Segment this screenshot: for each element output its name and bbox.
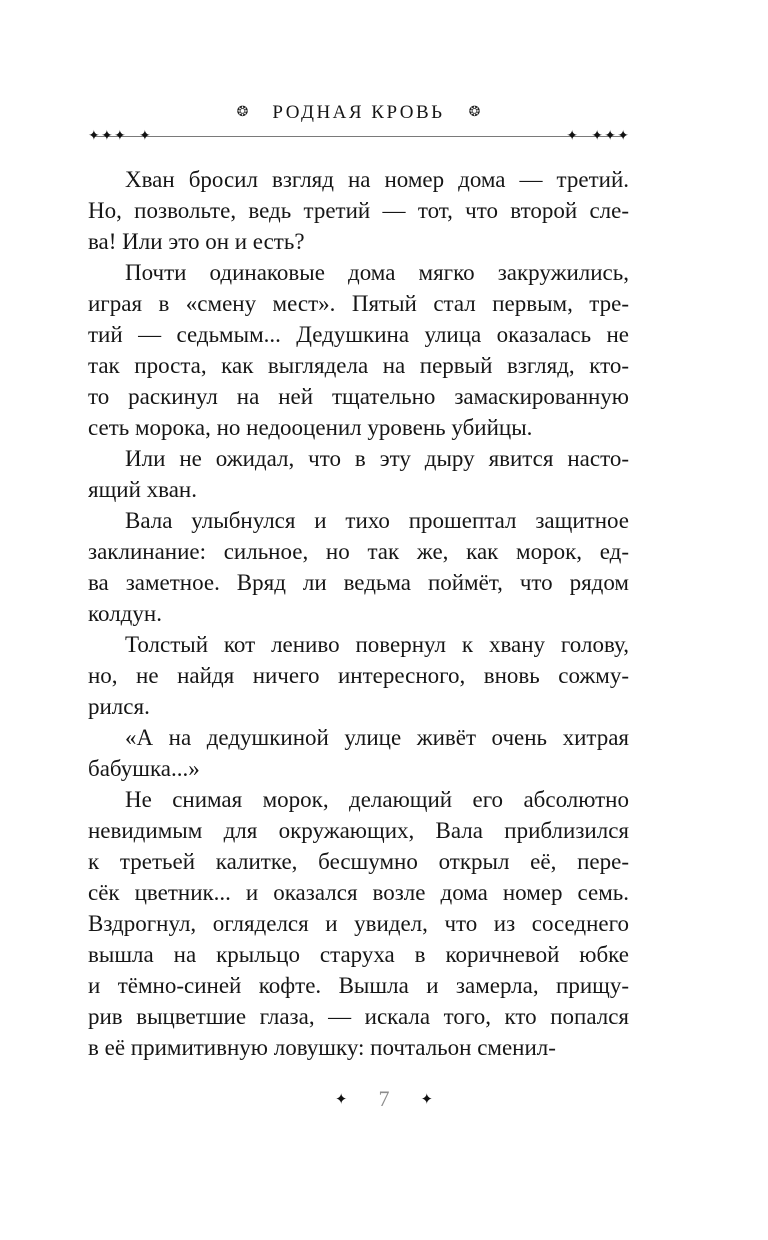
page-number: 7 — [378, 1086, 390, 1111]
header-rule — [88, 130, 629, 144]
diamond-ornament-icon: ✦ — [139, 128, 151, 144]
text-line: рив выцветшие глаза, — искала того, кто попался — [88, 1004, 629, 1029]
text-line: Вздрогнул, огляделся и увидел, что из соседнего — [88, 911, 629, 936]
text-line: в её примитивную ловушку: почтальон сменил- — [88, 1035, 556, 1060]
running-head-row — [88, 101, 629, 125]
running-head-title: РОДНАЯ КРОВЬ — [272, 102, 445, 123]
text-line: Почти одинаковые дома мягко закружились, — [125, 260, 629, 285]
text-line: к третьей калитке, бесшумно открыл её, пере- — [88, 849, 629, 874]
diamond-ornament-icon: ✦ — [88, 128, 100, 144]
text-line: бабушка...» — [88, 756, 200, 781]
text-line: рился. — [88, 694, 150, 719]
body-text — [88, 164, 629, 1063]
text-line: Не снимая морок, делающий его абсолютно — [125, 787, 629, 812]
paragraph — [88, 443, 629, 505]
diamond-ornament-icon: ✦ — [334, 1089, 348, 1108]
rule-line — [94, 136, 623, 137]
paragraph — [88, 257, 629, 443]
page-footer — [0, 1086, 768, 1112]
diamond-ornament-icon: ✦ — [591, 128, 603, 144]
text-line: сеть морока, но недооценил уровень убийцы. — [88, 415, 533, 440]
text-line: вышла на крыльцо старуха в коричневой юбке — [88, 942, 629, 967]
text-line: ва заметное. Вряд ли ведьма поймёт, что рядом — [88, 570, 629, 595]
text-line: так проста, как выглядела на первый взгляд, кто- — [88, 353, 629, 378]
sun-ornament-icon: ❂ — [468, 105, 481, 120]
diamond-ornament-icon: ✦ — [604, 128, 616, 144]
text-line: Вала улыбнулся и тихо прошептал защитное — [125, 508, 629, 533]
text-line: Толстый кот лениво повернул к хвану голову, — [125, 632, 629, 657]
diamond-ornament-icon: ✦ — [566, 128, 578, 144]
text-line: Хван бросил взгляд на номер дома — третий. — [125, 167, 629, 192]
text-line: заклинание: сильное, но так же, как морок, ед- — [88, 539, 629, 564]
sun-ornament-icon: ❂ — [236, 105, 249, 120]
diamond-ornament-icon: ✦ — [114, 128, 126, 144]
diamond-ornament-icon: ✦ — [420, 1089, 434, 1108]
text-line: сёк цветник... и оказался возле дома номер семь. — [88, 880, 629, 905]
text-line: то раскинул на ней тщательно замаскированную — [88, 384, 629, 409]
page-header — [88, 101, 629, 144]
text-line: ва! Или это он и есть? — [88, 229, 305, 254]
text-line: тий — седьмым... Дедушкина улица оказалась не — [88, 322, 629, 347]
text-line: «А на дедушкиной улице живёт очень хитрая — [125, 725, 629, 750]
diamond-ornament-icon: ✦ — [101, 128, 113, 144]
diamond-ornament-icon: ✦ — [617, 128, 629, 144]
paragraph — [88, 505, 629, 629]
text-line: но, не найдя ничего интересного, вновь сожму- — [88, 663, 629, 688]
text-line: и тёмно-синей кофте. Вышла и замерла, прищу- — [88, 973, 629, 998]
paragraph — [88, 784, 629, 1063]
paragraph — [88, 629, 629, 722]
text-line: колдун. — [88, 601, 162, 626]
paragraph — [88, 722, 629, 784]
text-line: играя в «смену мест». Пятый стал первым, тре- — [88, 291, 629, 316]
text-line: Но, позвольте, ведь третий — тот, что второй сле- — [88, 198, 629, 223]
text-line: Или не ожидал, что в эту дыру явится насто- — [125, 446, 629, 471]
text-line: ящий хван. — [88, 477, 197, 502]
text-line: невидимым для окружающих, Вала приблизился — [88, 818, 629, 843]
paragraph — [88, 164, 629, 257]
